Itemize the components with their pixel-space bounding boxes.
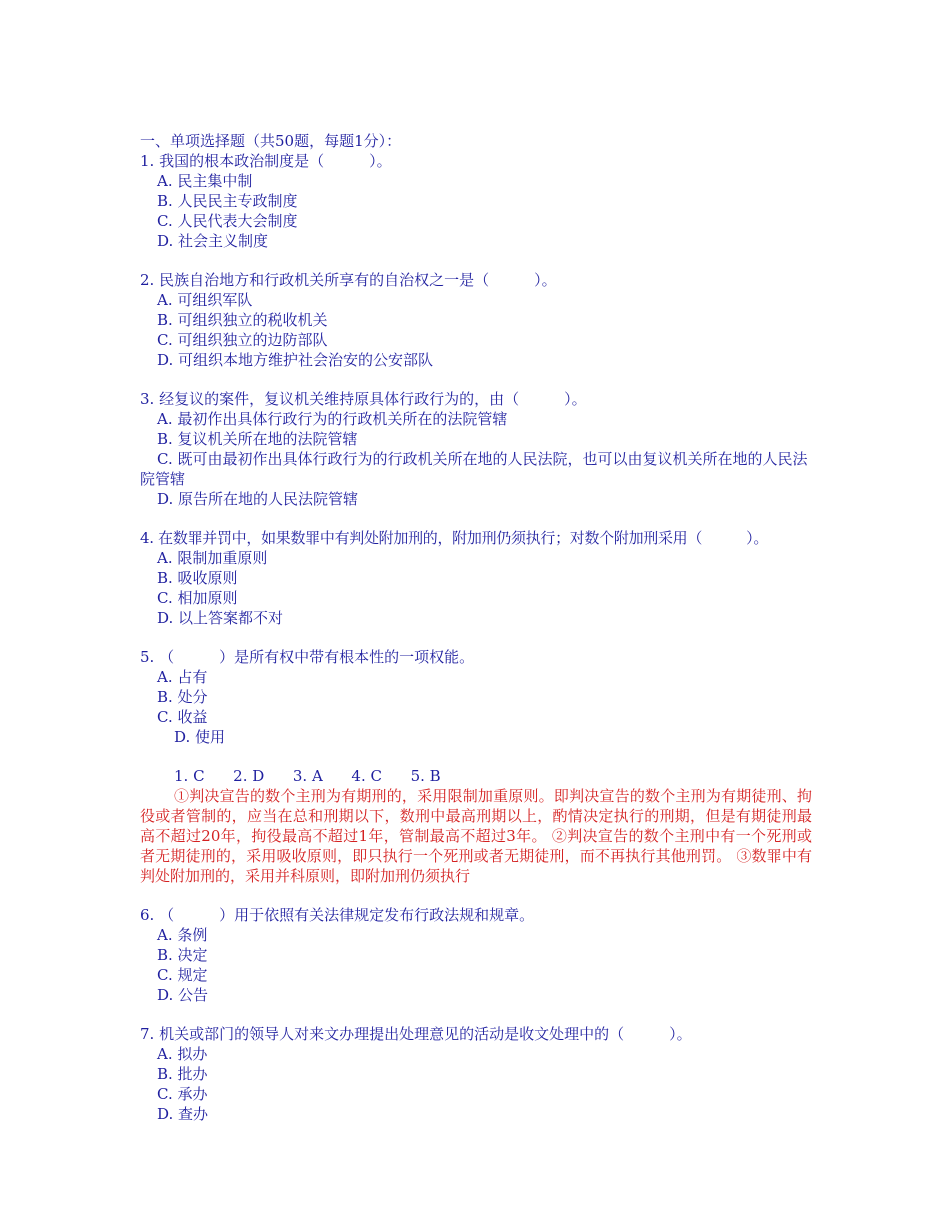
option-a: A. 占有 [157, 668, 208, 686]
option-d: D. 可组织本地方维护社会治安的公安部队 [157, 351, 434, 369]
option-a: A. 民主集中制 [157, 172, 253, 190]
spacer [140, 886, 812, 905]
question-4 [140, 528, 812, 628]
question-stem: 6. （ ）用于依照有关法律规定发布行政法规和规章。 [140, 906, 535, 924]
question-5 [140, 647, 812, 747]
spacer [140, 1005, 812, 1024]
option-c: C. 收益 [157, 708, 208, 726]
option-a: A. 可组织军队 [157, 291, 253, 309]
option-a: A. 条例 [157, 926, 208, 944]
answer-explanation: ①判决宣告的数个主刑为有期刑的，采用限制加重原则。即判决宣告的数个主刑为有期徒刑、拘役或者管制的，应当在总和刑期以下，数刑中最高刑期以上，酌情决定执行的刑期，但是有期徒刑最高不超过20年，拘役最高不超过1年，管制最高不超过3年。 ②判决宣告的数个主刑中有一个死刑或者无期徒刑的，采用吸收原则，即只执行一个死刑或者无期徒刑，而不再执行其他刑罚。 ③数罪中有判处附加刑的，采用并科原则，即附加刑仍须执行 [140, 787, 812, 885]
option-c: C. 承办 [157, 1085, 208, 1103]
option-d: D. 使用 [174, 728, 226, 746]
spacer [140, 370, 812, 389]
question-stem: 3. 经复议的案件，复议机关维持原具体行政行为的，由（ ）。 [140, 390, 587, 408]
option-a: A. 限制加重原则 [157, 549, 268, 567]
answer-key: 1. C 2. D 3. A 4. C 5. B [174, 767, 441, 785]
document-content [140, 131, 812, 1124]
option-c: C. 规定 [157, 966, 208, 984]
question-stem: 7. 机关或部门的领导人对来文办理提出处理意见的活动是收文处理中的（ ）。 [140, 1025, 692, 1043]
option-d: D. 公告 [157, 986, 209, 1004]
question-6 [140, 905, 812, 1005]
question-2 [140, 270, 812, 370]
option-d: D. 社会主义制度 [157, 232, 269, 250]
option-b: B. 人民民主专政制度 [157, 192, 298, 210]
option-b: B. 可组织独立的税收机关 [157, 311, 328, 329]
option-c: C. 人民代表大会制度 [157, 212, 298, 230]
spacer [140, 628, 812, 647]
spacer [140, 509, 812, 528]
option-b: B. 批办 [157, 1065, 208, 1083]
spacer [140, 251, 812, 270]
question-stem: 5. （ ）是所有权中带有根本性的一项权能。 [140, 648, 475, 666]
option-c: C. 既可由最初作出具体行政行为的行政机关所在地的人民法院，也可以由复议机关所在地的人民法院管辖 [140, 450, 808, 488]
option-d: D. 查办 [157, 1105, 209, 1123]
option-b: B. 复议机关所在地的法院管辖 [157, 430, 358, 448]
question-7 [140, 1024, 812, 1124]
question-stem: 1. 我国的根本政治制度是（ ）。 [140, 152, 392, 170]
option-a: A. 拟办 [157, 1045, 208, 1063]
option-a: A. 最初作出具体行政行为的行政机关所在的法院管辖 [157, 410, 508, 428]
option-d: D. 以上答案都不对 [157, 609, 284, 627]
section-header: 一、单项选择题（共50题，每题1分）： [140, 132, 402, 150]
option-c: C. 相加原则 [157, 589, 238, 607]
option-d: D. 原告所在地的人民法院管辖 [157, 490, 359, 508]
option-b: B. 决定 [157, 946, 208, 964]
question-1 [140, 151, 812, 251]
option-b: B. 吸收原则 [157, 569, 238, 587]
option-b: B. 处分 [157, 688, 208, 706]
question-stem: 4. 在数罪并罚中，如果数罪中有判处附加刑的，附加刑仍须执行；对数个附加刑采用（ ）。 [140, 529, 769, 547]
question-3 [140, 389, 812, 509]
spacer [140, 747, 812, 766]
question-stem: 2. 民族自治地方和行政机关所享有的自治权之一是（ ）。 [140, 271, 557, 289]
option-c: C. 可组织独立的边防部队 [157, 331, 328, 349]
